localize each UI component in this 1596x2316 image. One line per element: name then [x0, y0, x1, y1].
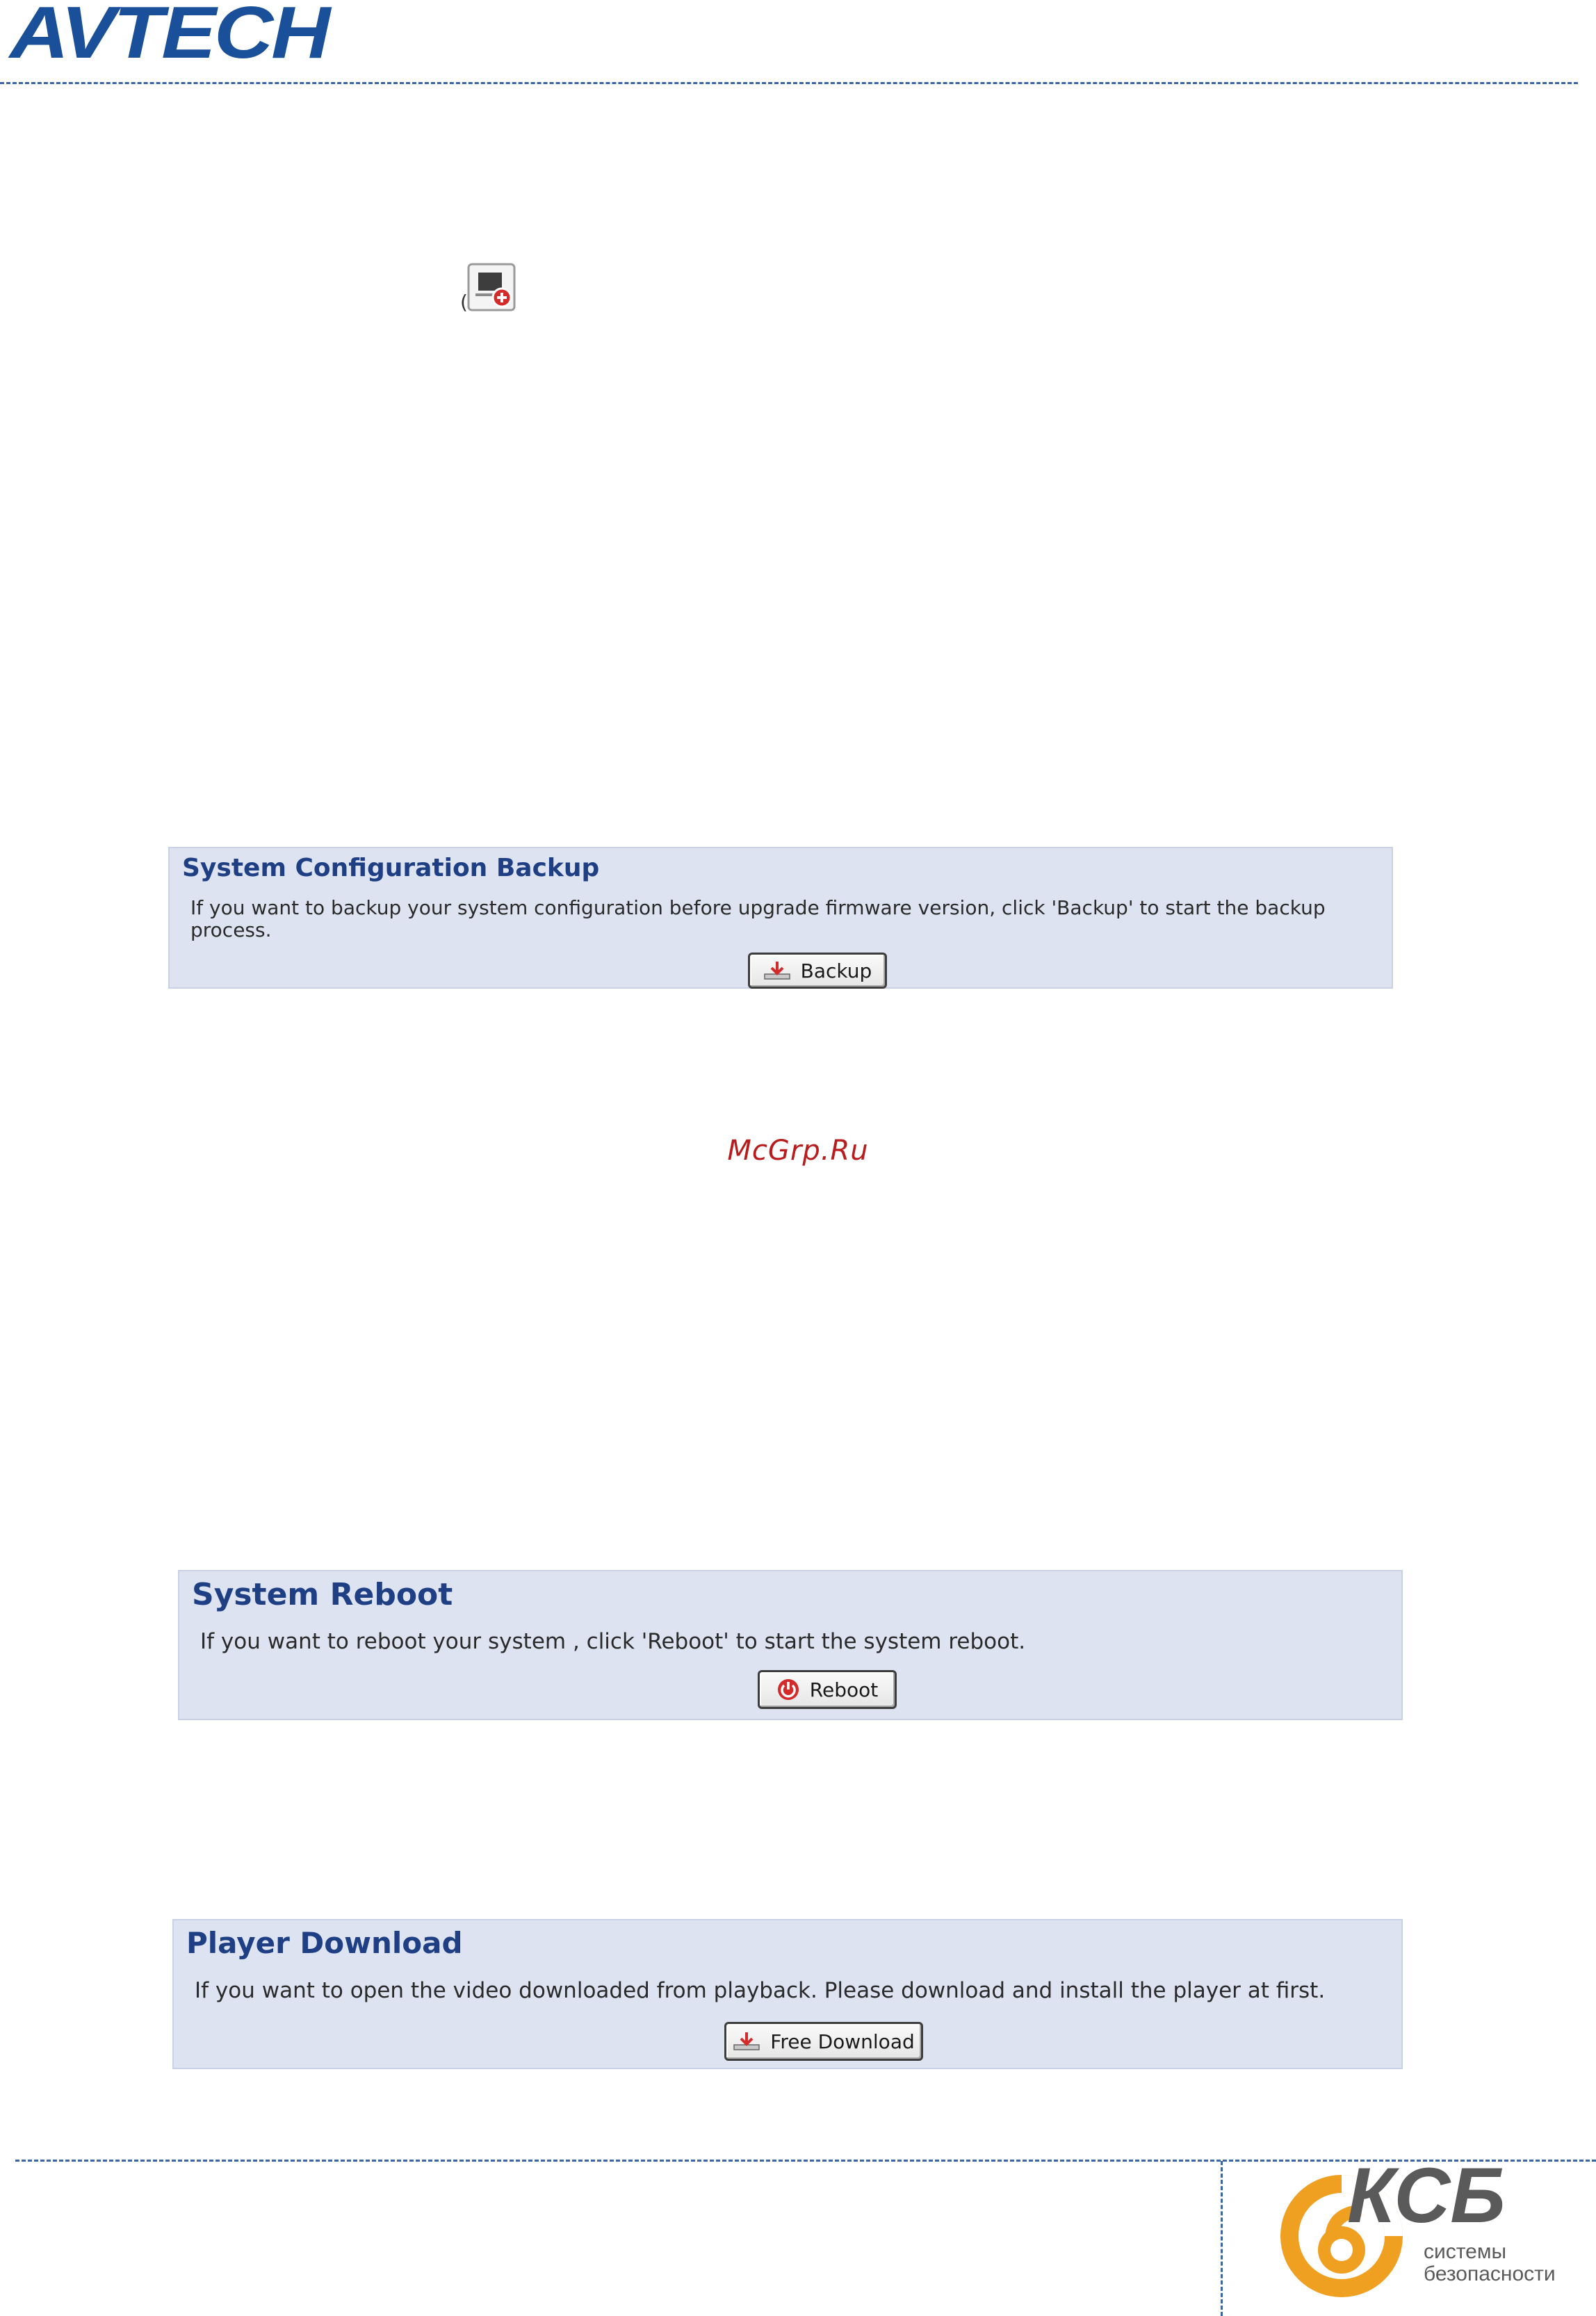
ksb-logo-line2: безопасности	[1424, 2262, 1556, 2285]
backup-panel-text: If you want to backup your system configuration before upgrade firmware version, click 'Backup' to start the backup process.	[190, 896, 1326, 942]
ksb-logo	[1272, 2154, 1578, 2310]
snapshot-add-icon	[467, 263, 517, 313]
power-icon	[776, 1678, 800, 1701]
player-download-panel-title: Player Download	[186, 1926, 463, 1960]
footer-vertical-divider	[1221, 2161, 1223, 2316]
backup-panel	[168, 847, 1393, 989]
watermark-text: McGrp.Ru	[727, 1135, 869, 1167]
ksb-logo-line1: системы	[1424, 2240, 1507, 2263]
backup-panel-title: System Configuration Backup	[182, 854, 600, 882]
reboot-button-label: Reboot	[809, 1678, 879, 1701]
player-download-panel-text: If you want to open the video downloaded from playback. Please download and install the player at first.	[195, 1978, 1326, 2003]
ksb-logo-letters: КСБ	[1347, 2154, 1506, 2239]
backup-button[interactable]	[748, 953, 887, 989]
player-download-panel	[172, 1919, 1403, 2069]
header-divider	[0, 82, 1578, 84]
reboot-panel-text: If you want to reboot your system , click 'Reboot' to start the system reboot.	[200, 1629, 1026, 1654]
free-download-button[interactable]	[724, 2022, 923, 2061]
avtech-logo: AVTECH	[10, 0, 329, 74]
snapshot-prefix-glyph: (	[460, 291, 468, 314]
free-download-button-label: Free Download	[770, 2030, 915, 2053]
reboot-panel	[178, 1570, 1403, 1720]
download-arrow-icon	[763, 960, 791, 981]
reboot-button[interactable]	[758, 1670, 897, 1709]
download-arrow-icon	[733, 2031, 760, 2052]
reboot-panel-title: System Reboot	[192, 1577, 453, 1612]
backup-button-label: Backup	[800, 959, 872, 982]
